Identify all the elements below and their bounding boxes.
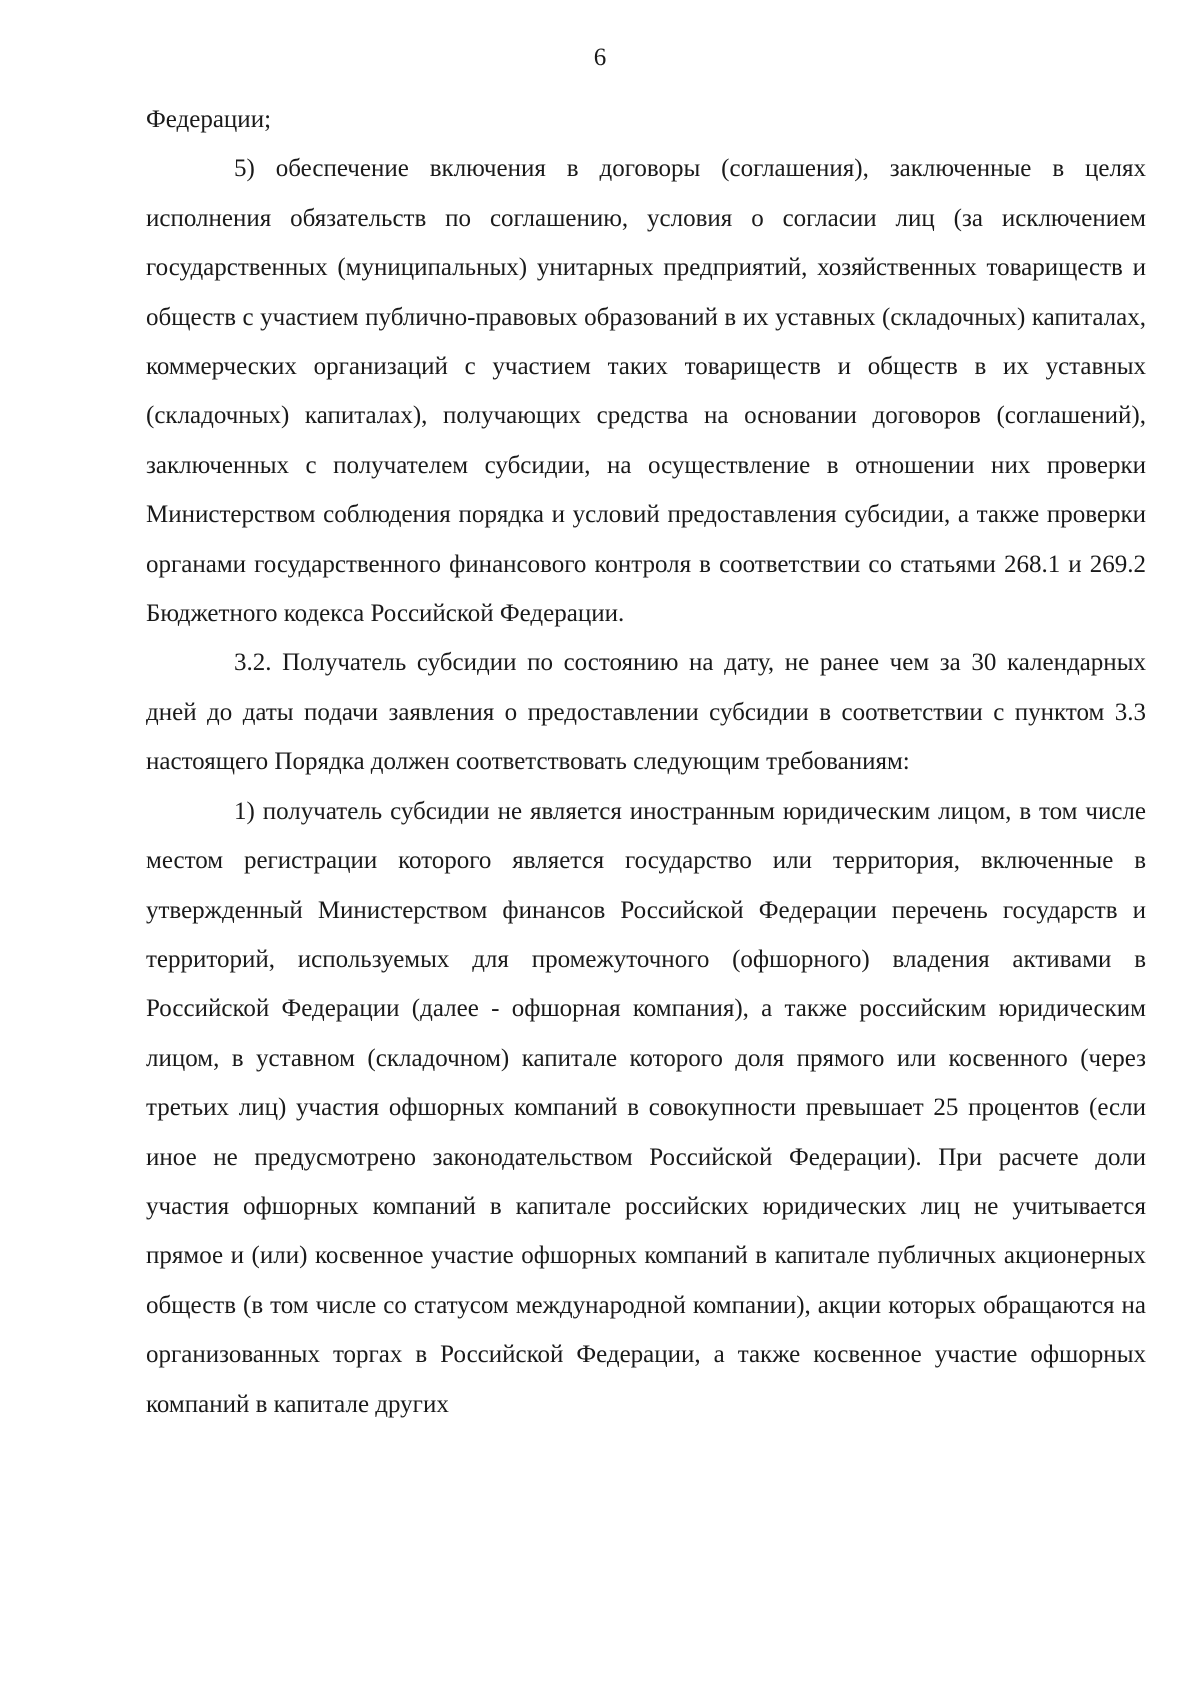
paragraph-item-5: 5) обеспечение включения в договоры (соглашения), заключенные в целях исполнения обязательств по соглашению, условия о согласии лиц (за исключением государственных (муниципальных) унитарных предприятий, хозяйственных товариществ и обществ с участием публично-правовых образований в их уставных (складочных) капиталах, коммерческих организаций с участием таких товариществ и обществ в их уставных (складочных) капиталах), получающих средства на основании договоров (соглашений), заключенных с получателем субсидии, на осуществление в отношении них проверки Министерством соблюдения порядка и условий предоставления субсидии, а также проверки органами государственного финансового контроля в соответствии со статьями 268.1 и 269.2 Бюджетного кодекса Российской Федерации. (146, 155, 1146, 628)
paragraph-federation-end: Федерации; (146, 106, 272, 133)
page-number: 6 (593, 44, 607, 71)
paragraph-item-1: 1) получатель субсидии не является иностранным юридическим лицом, в том числе местом регистрации которого является государство или территория, включенные в утвержденный Министерством финансов Российской Федерации перечень государств и территорий, используемых для промежуточного (офшорного) владения активами в Российской Федерации (далее - офшорная компания), а также российским юридическим лицом, в уставном (складочном) капитале которого доля прямого или косвенного (через третьих лиц) участия офшорных компаний в совокупности превышает 25 процентов (если иное не предусмотрено законодательством Российской Федерации). При расчете доли участия офшорных компаний в капитале российских юридических лиц не учитывается прямое и (или) косвенное участие офшорных компаний в капитале публичных акционерных обществ (в том числе со статусом международной компании), акции которых обращаются на организованных торгах в Российской Федерации, а также косвенное участие офшорных компаний в капитале других (146, 797, 1146, 1418)
paragraph-section-3-2: 3.2. Получатель субсидии по состоянию на дату, не ранее чем за 30 календарных дней до даты подачи заявления о предоставлении субсидии в соответствии с пунктом 3.3 настоящего Порядка должен соответствовать следующим требованиям: (146, 649, 1146, 776)
document-body (146, 95, 1146, 1429)
